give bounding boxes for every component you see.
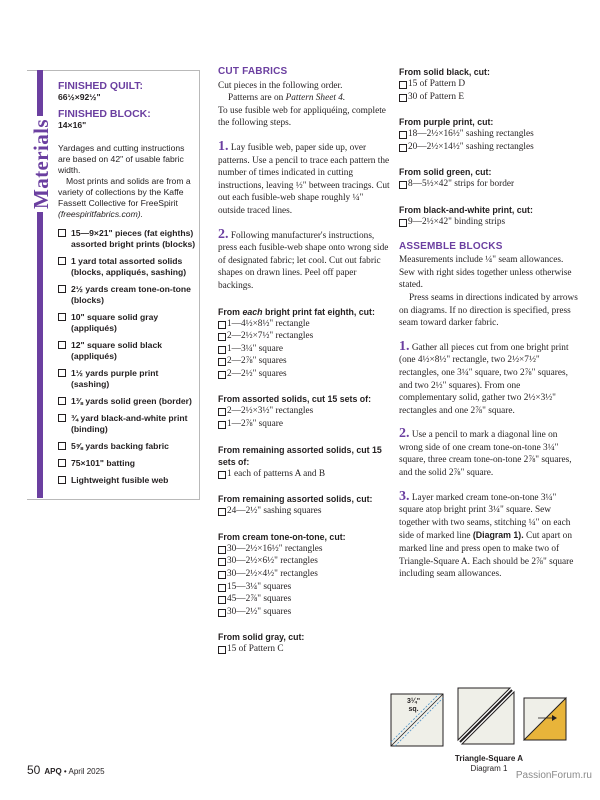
remaining-solids-2-heading: From remaining assorted solids, cut: [218,494,373,505]
cut-intro: Cut pieces in the following order. [218,80,343,91]
cut-item: 2—2½×3½" rectangles [218,405,390,418]
cut-item: 1 each of patterns A and B [218,468,390,481]
materials-item: 75×101" batting [58,458,198,469]
diagram-1 [386,672,586,772]
cut-step-2: 2. Following manufacturer's instructions, press each fusible-web shape onto wrong side of designated fabric; let cool. Cut out fabric shapes on drawn lines. Peel off paper backings. [218,226,389,291]
checkbox-icon [58,414,66,422]
diagram-caption: Triangle-Square A Diagram 1 [454,754,524,773]
triangle-square-a [524,698,566,740]
cut-item: 2—2½" squares [218,368,390,381]
checkbox-icon [218,321,226,329]
checkbox-icon [58,313,66,321]
cut-item: 1—2⅞" square [218,418,390,431]
cut-item: 15 of Pattern D [399,78,579,91]
cut-item: 30 of Pattern E [399,91,579,104]
assemble-seams: Measurements include ¼" seam allowances. Sew with right sides together unless otherwise stated. [399,255,572,291]
checkbox-icon [218,546,226,554]
assemble-heading: ASSEMBLE BLOCKS [399,240,503,252]
materials-item: ¾ yard black-and-white print (binding) [58,413,198,435]
materials-item: Lightweight fusible web [58,475,198,486]
checkbox-icon [58,397,66,405]
page-number: 50 [27,763,41,777]
finished-block-label: FINISHED BLOCK: [58,108,151,120]
cut-fabrics-heading: CUT FABRICS [218,66,288,77]
watermark: PassionForum.ru [515,770,592,781]
remaining-solids-heading: From remaining assorted solids, cut 15 sets of: [218,444,382,467]
sashing-squares-list [218,505,390,518]
checkbox-icon [58,459,66,467]
finished-quilt-size: 66½×92½" [58,92,101,102]
cream-list [218,543,390,619]
cut-item: 45—2⅞" squares [218,593,390,606]
checkbox-icon [218,558,226,566]
bright-print-heading: From each bright print fat eighth, cut: [218,306,375,317]
assemble-step-1: 1. Gather all pieces cut from one bright print (one 4½×8½" rectangle, two 2½×7½" rectangles, one 3¼" square, two 2⅞" squares, and two 2½" squares). From one complementary solid, gather two 2½×3½" rectangles and one 2⅞" square. [399,338,569,416]
black-list [399,78,579,103]
pattern-note: Patterns are on Pattern Sheet 4. [228,93,346,104]
checkbox-icon [399,94,407,102]
cut-item: 30—2½×4½" rectangles [218,568,390,581]
assorted-solids-list [218,405,390,430]
assemble-press: Press seams in directions indicated by arrows on diagrams. If no direction is specified, press seam toward darker fabric. [399,292,578,329]
purple-heading: From purple print, cut: [399,117,494,128]
green-heading: From solid green, cut: [399,167,492,178]
cut-item: 30—2½×16½" rectangles [218,543,390,556]
bright-print-list [218,318,390,381]
checkbox-icon [218,508,226,516]
cut-item: 1—4½×8½" rectangle [218,318,390,331]
black-heading: From solid black, cut: [399,67,490,77]
checkbox-icon [218,609,226,617]
cut-item: 15—3¼" squares [218,581,390,594]
materials-item: 1½ yards purple print (sashing) [58,368,198,390]
checkbox-icon [399,144,407,152]
page-footer [27,763,105,777]
materials-website: (freespiritfabrics.com). [58,209,143,219]
cut-item: 18—2½×16½" sashing rectangles [399,128,579,141]
materials-title: Materials [29,116,54,212]
materials-list [58,228,198,486]
materials-item: 1 yard total assorted solids (blocks, appliqués, sashing) [58,256,198,278]
materials-item: 5⅝ yards backing fabric [58,441,198,452]
bw-heading: From black-and-white print, cut: [399,204,533,215]
checkbox-icon [58,229,66,237]
checkbox-icon [218,346,226,354]
checkbox-icon [58,369,66,377]
checkbox-icon [218,408,226,416]
cut-fabrics-column [218,66,390,656]
assemble-column [399,66,579,581]
checkbox-icon [218,358,226,366]
checkbox-icon [218,333,226,341]
materials-collections: Most prints and solids are from a variety of collections by the Kaffe Fassett Collective for FreeSpirit [58,176,191,208]
cut-item: 2—2⅞" squares [218,355,390,368]
checkbox-icon [218,371,226,379]
purple-list [399,128,579,153]
size-label: 3¼" sq. [407,698,421,713]
green-list [399,178,579,191]
cream-heading: From cream tone-on-tone, cut: [218,531,346,542]
checkbox-icon [58,341,66,349]
materials-item: 2½ yards cream tone-on-tone (blocks) [58,284,198,306]
cut-item: 15 of Pattern C [218,643,390,656]
checkbox-icon [58,442,66,450]
checkbox-icon [399,181,407,189]
finished-block-size: 14×16" [58,120,87,130]
checkbox-icon [399,81,407,89]
gray-list [218,643,390,656]
cut-item: 30—2½" squares [218,606,390,619]
checkbox-icon [58,257,66,265]
checkbox-icon [58,476,66,484]
checkbox-icon [399,131,407,139]
assemble-step-2: 2. Use a pencil to mark a diagonal line on wrong side of one cream tone-on-tone 3¼" square, three cream tone-on-tone 2⅞" squares, and the solid 2⅞" square. [399,426,572,479]
cut-item: 20—2½×14½" sashing rectangles [399,141,579,154]
materials-item: 12" square solid black (appliqués) [58,340,198,362]
materials-item: 15—9×21" pieces (fat eighths) assorted bright prints (blocks) [58,228,198,250]
cut-item: 30—2½×6½" rectangles [218,555,390,568]
assemble-step-3: 3. Layer marked cream tone-on-tone 3¼" square atop bright print 3¼" square. Sew together with two seams, stitching ¼" on each side of marked line (Diagram 1). Cut apart on marked line and press open to make two of Triangle-Square A. Each should be 2⅞" square including seam allowances. [399,488,574,580]
checkbox-icon [218,571,226,579]
checkbox-icon [218,421,226,429]
cut-item: 2—2½×7½" rectangles [218,330,390,343]
finished-quilt-label: FINISHED QUILT: [58,80,143,92]
cut-item: 1—3¼" square [218,343,390,356]
fusible-intro: To use fusible web for appliquéing, complete the following steps. [218,105,386,129]
binding-list [399,216,579,229]
checkbox-icon [218,646,226,654]
checkbox-icon [58,285,66,293]
materials-item: 10" square solid gray (appliqués) [58,312,198,334]
magazine-name: APQ [44,767,62,776]
cut-item: 9—2½×42" binding strips [399,216,579,229]
cut-square [458,688,514,744]
checkbox-icon [399,219,407,227]
checkbox-icon [218,584,226,592]
issue-date: • April 2025 [61,767,105,776]
assorted-solids-heading: From assorted solids, cut 15 sets of: [218,394,372,405]
materials-content [58,80,198,492]
remaining-solids-list [218,468,390,481]
gray-heading: From solid gray, cut: [218,632,305,643]
checkbox-icon [218,471,226,479]
materials-item: 1⅜ yards solid green (border) [58,396,198,407]
materials-intro: Yardages and cutting instructions are based on 42" of usable fabric width. [58,143,185,175]
cut-item: 8—5½×42" strips for border [399,178,579,191]
cut-item: 24—2½" sashing squares [218,505,390,518]
checkbox-icon [218,596,226,604]
cut-step-1: 1. Lay fusible web, paper side up, over patterns. Use a pencil to trace each pattern the number of times indicated in cutting instructions, leaving ½" between tracings. Cut out each fusible-web shape roughly ¼" outside traced lines. [218,138,390,216]
